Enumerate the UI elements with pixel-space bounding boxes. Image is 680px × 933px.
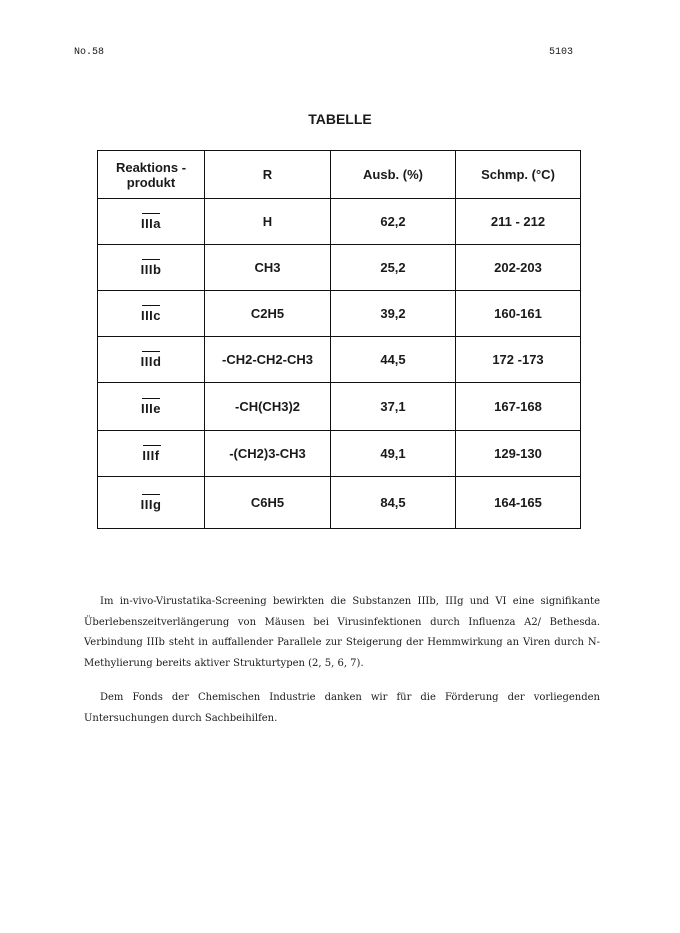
yield-cell: 62,2 (331, 199, 456, 245)
compound-label: IIIb (140, 261, 162, 277)
mp-cell: 202-203 (456, 245, 581, 291)
table-title: TABELLE (308, 111, 372, 127)
yield-cell: 44,5 (331, 337, 456, 383)
table-row (98, 383, 581, 431)
page-number: 5103 (549, 47, 574, 58)
compound-cell (98, 337, 205, 383)
yield-cell: 25,2 (331, 245, 456, 291)
r-cell: C6H5 (205, 477, 331, 529)
body-paragraph: Im in-vivo-Virustatika-Screening bewirkten die Substanzen IIIb, IIIg und VI eine signifikante Überlebenszeitverlängerung von Mäusen bei Virusinfektionen durch Influenza A2/ Bethesda. Verbindung IIIb steht in auffallender Parallele zur Steigerung der Hemmwirkung an Viren durch N-Methylierung bereits aktiver Strukturtypen (2, 5, 6, 7). (84, 596, 600, 669)
table-row (98, 337, 581, 383)
compound-cell (98, 431, 205, 477)
compound-label: IIIg (140, 496, 162, 512)
mp-cell: 172 -173 (456, 337, 581, 383)
yield-cell: 37,1 (331, 383, 456, 431)
r-cell: -CH(CH3)2 (205, 383, 331, 431)
compound-label: IIIc (140, 307, 162, 323)
col-header-yield: Ausb. (%) (331, 151, 456, 199)
r-cell: -(CH2)3-CH3 (205, 431, 331, 477)
mp-cell: 167-168 (456, 383, 581, 431)
table-row (98, 245, 581, 291)
compound-cell (98, 383, 205, 431)
col-header-product: Reaktions - produkt (98, 151, 205, 199)
yield-cell: 84,5 (331, 477, 456, 529)
compound-label: IIIa (140, 215, 162, 231)
table-row (98, 431, 581, 477)
r-cell: H (205, 199, 331, 245)
compound-cell (98, 245, 205, 291)
col-header-r: R (205, 151, 331, 199)
yield-cell: 39,2 (331, 291, 456, 337)
mp-cell: 160-161 (456, 291, 581, 337)
yield-cell: 49,1 (331, 431, 456, 477)
r-cell: -CH2-CH2-CH3 (205, 337, 331, 383)
acknowledgement-paragraph: Dem Fonds der Chemischen Industrie danken wir für die Förderung der vorliegenden Untersuchungen durch Sachbeihilfen. (84, 692, 600, 724)
results-table (97, 150, 581, 529)
compound-label: IIId (140, 353, 162, 369)
mp-cell: 164-165 (456, 477, 581, 529)
compound-label: IIIf (142, 447, 160, 463)
compound-label: IIIe (140, 400, 162, 416)
compound-cell (98, 199, 205, 245)
journal-issue-number: No.58 (74, 47, 105, 58)
r-cell: CH3 (205, 245, 331, 291)
table-row (98, 477, 581, 529)
table-row (98, 199, 581, 245)
compound-cell (98, 291, 205, 337)
table-row (98, 291, 581, 337)
mp-cell: 211 - 212 (456, 199, 581, 245)
mp-cell: 129-130 (456, 431, 581, 477)
compound-cell (98, 477, 205, 529)
table-header-row (98, 151, 581, 199)
r-cell: C2H5 (205, 291, 331, 337)
col-header-melting-point: Schmp. (°C) (456, 151, 581, 199)
